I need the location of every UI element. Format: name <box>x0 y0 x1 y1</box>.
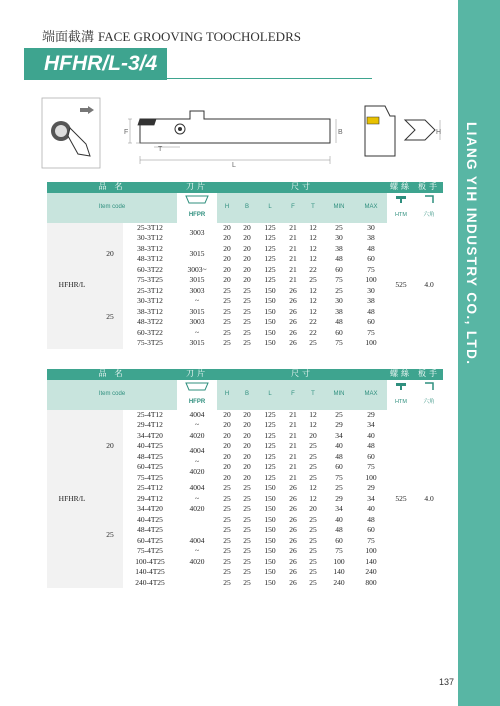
col-b: B <box>237 193 257 223</box>
col-max: MAX <box>355 193 387 223</box>
holder-drawing <box>128 111 336 164</box>
table-row: 38-3T12 3015 20 20 125 21 12 38 48 <box>47 244 443 255</box>
col-htm: HTM <box>387 193 415 223</box>
header-screw: 螺絲 <box>387 369 415 380</box>
insert-code: 3003 <box>189 285 205 295</box>
insert-code: 3015 <box>189 338 205 347</box>
col-wrench: 六角 <box>415 193 443 223</box>
insert-icon <box>185 382 209 391</box>
table-row: 48-4T25 25 25 150 26 25 48 60 <box>137 525 375 534</box>
table-row: 75-4T25 20 20 125 21 25 75 100 <box>137 472 377 482</box>
dim-label-h: H <box>436 129 442 136</box>
table-row: 30-3T12 20 20 125 21 12 30 38 <box>137 233 375 242</box>
group-header-row <box>47 369 443 380</box>
table-row: 60-4T25 25 25 150 26 25 60 75 <box>137 535 375 545</box>
insert-code: 3015 <box>189 275 205 284</box>
insert-code: ~ <box>194 493 200 503</box>
table-row: 75-3T25 3015 20 20 125 21 25 75 100 <box>137 275 377 284</box>
screw-icon <box>395 195 407 204</box>
insert-code: 4020 <box>189 504 205 513</box>
insert-icon <box>185 195 209 204</box>
col-hfpr: HFPR <box>177 380 217 410</box>
insert-code: 4020 <box>189 430 205 440</box>
dim-label-l: L <box>232 162 236 169</box>
header-insert: 刀片 <box>177 182 217 193</box>
wrench-cell: 4.0 <box>424 493 434 503</box>
header-item: 品 名 <box>47 182 177 193</box>
header-item: 品 名 <box>47 369 177 380</box>
col-wrench: 六角 <box>415 380 443 410</box>
table-row: 40-4T25 4004 ~ 4020 20 20 125 21 25 40 48 <box>47 441 443 452</box>
header-wrench: 板手 <box>415 182 443 193</box>
insert-code: 4004 <box>189 409 205 419</box>
table-row: 140-4T25 25 25 150 26 25 140 240 <box>135 567 377 576</box>
col-min: MIN <box>323 380 355 410</box>
company-name: LIANG YIH INDUSTRY CO., LTD. <box>464 122 479 366</box>
table-row: 30-3T12 ~ 25 25 150 26 12 30 38 <box>137 296 375 305</box>
header-wrench: 板手 <box>415 369 443 380</box>
insert-code: ~ <box>194 327 200 337</box>
table-row: 75-4T25 25 25 150 26 25 75 100 <box>137 546 377 555</box>
table-row: 48-3T12 20 20 125 21 12 48 60 <box>137 254 375 263</box>
model-title: HFHR/L-3/4 <box>44 52 158 75</box>
table-row: 40-4T25 4004 ~ 4020 25 25 150 26 25 40 48 <box>47 515 443 526</box>
insert-code: 4004 <box>189 483 205 492</box>
table-row: HFHR/L 20 25-4T12 4004 20 20 125 21 12 25 29 525 4.0 <box>47 410 443 421</box>
title-underline <box>166 78 372 79</box>
end-view-drawing <box>365 106 440 156</box>
col-t: T <box>303 380 323 410</box>
insert-code: 3003 <box>189 227 205 237</box>
table-row: 34-4T20 4020 20 20 125 21 20 34 40 <box>137 430 375 440</box>
col-hfpr: HFPR <box>177 193 217 223</box>
hex-key-icon <box>423 382 435 391</box>
size-cell: 25 <box>97 286 123 349</box>
table-row: 25 25-3T12 3003 25 25 150 26 12 25 30 <box>47 286 443 297</box>
model-title-box <box>24 48 167 80</box>
wrench-cell: 4.0 <box>424 280 434 290</box>
insert-code-range: 4004 ~ 4020 <box>189 535 205 566</box>
col-item-code: Item code <box>47 380 177 410</box>
model-cell: HFHR/L <box>47 223 97 349</box>
header-title-zh: 端面截溝 <box>42 29 95 44</box>
table-row: 60-3T22 3003~ 20 20 125 21 22 60 75 <box>137 264 375 274</box>
col-b: B <box>237 380 257 410</box>
screw-cell: 525 <box>395 280 407 290</box>
col-htm: HTM <box>387 380 415 410</box>
header-size: 尺寸 <box>217 182 387 193</box>
insert-code: ~ <box>194 296 200 305</box>
page-header <box>42 26 301 45</box>
insert-code: ~ <box>194 420 200 429</box>
table-row: 240-4T25 25 25 150 26 25 240 800 <box>135 577 377 587</box>
table-row: 38-3T12 3015 25 25 150 26 12 38 48 <box>137 306 375 316</box>
table-row: 75-3T25 3015 25 25 150 26 25 75 100 <box>137 338 377 347</box>
model-cell: HFHR/L <box>47 410 97 589</box>
col-item-code: Item code <box>47 193 177 223</box>
dim-label-b: B <box>338 129 343 136</box>
column-header-row <box>47 380 443 410</box>
hex-key-icon <box>423 195 435 204</box>
screw-cell: 525 <box>395 493 407 503</box>
col-h: H <box>217 380 237 410</box>
col-l: L <box>257 380 283 410</box>
table-row: 29-4T12 ~ 20 20 125 21 12 29 34 <box>137 420 375 429</box>
table-row: 48-4T25 20 20 125 21 25 48 60 <box>137 451 375 461</box>
insert-code: 3015 <box>189 306 205 316</box>
table-row: 100-4T25 25 25 150 26 25 100 140 <box>135 556 377 566</box>
table-row: 60-3T22 ~ 25 25 150 26 22 60 75 <box>137 327 375 337</box>
col-h: H <box>217 193 237 223</box>
header-screw: 螺絲 <box>387 182 415 193</box>
col-t: T <box>303 193 323 223</box>
page-number: 137 <box>439 677 455 687</box>
size-cell: 20 <box>97 410 123 484</box>
col-f: F <box>283 193 303 223</box>
spec-table-4 <box>47 369 443 588</box>
size-cell: 25 <box>97 483 123 588</box>
header-size: 尺寸 <box>217 369 387 380</box>
col-f: F <box>283 380 303 410</box>
screw-icon <box>395 382 407 391</box>
size-cell: 20 <box>97 223 123 286</box>
col-min: MIN <box>323 193 355 223</box>
col-max: MAX <box>355 380 387 410</box>
insert-code-range: 4004 ~ 4020 <box>189 446 205 477</box>
table-row: 25 25-4T12 4004 25 25 150 26 12 25 29 <box>47 483 443 494</box>
table-row: 60-4T25 20 20 125 21 25 60 75 <box>137 462 375 471</box>
column-header-row <box>47 193 443 223</box>
group-header-row <box>47 182 443 193</box>
spec-table-3 <box>47 182 443 349</box>
dim-label-t: T <box>158 146 163 153</box>
insert-code: 3015 <box>189 248 205 258</box>
insert-code: 3003~ <box>187 264 207 274</box>
table-row: 34-4T20 4020 25 25 150 26 20 34 40 <box>137 504 375 513</box>
header-title-en: FACE GROOVING TOOCHOLEDRS <box>98 29 301 44</box>
header-insert: 刀片 <box>177 369 217 380</box>
table-row: HFHR/L 20 25-3T12 3003 20 20 125 21 12 25 30 525 4.0 <box>47 223 443 234</box>
table-row: 48-3T22 3003 25 25 150 26 22 48 60 <box>137 317 375 326</box>
table-row: 29-4T12 ~ 25 25 150 26 12 29 34 <box>137 493 375 503</box>
tool-diagram <box>30 96 450 172</box>
col-l: L <box>257 193 283 223</box>
insert-code: 3003 <box>189 317 205 326</box>
dim-label-f: F <box>124 129 129 136</box>
